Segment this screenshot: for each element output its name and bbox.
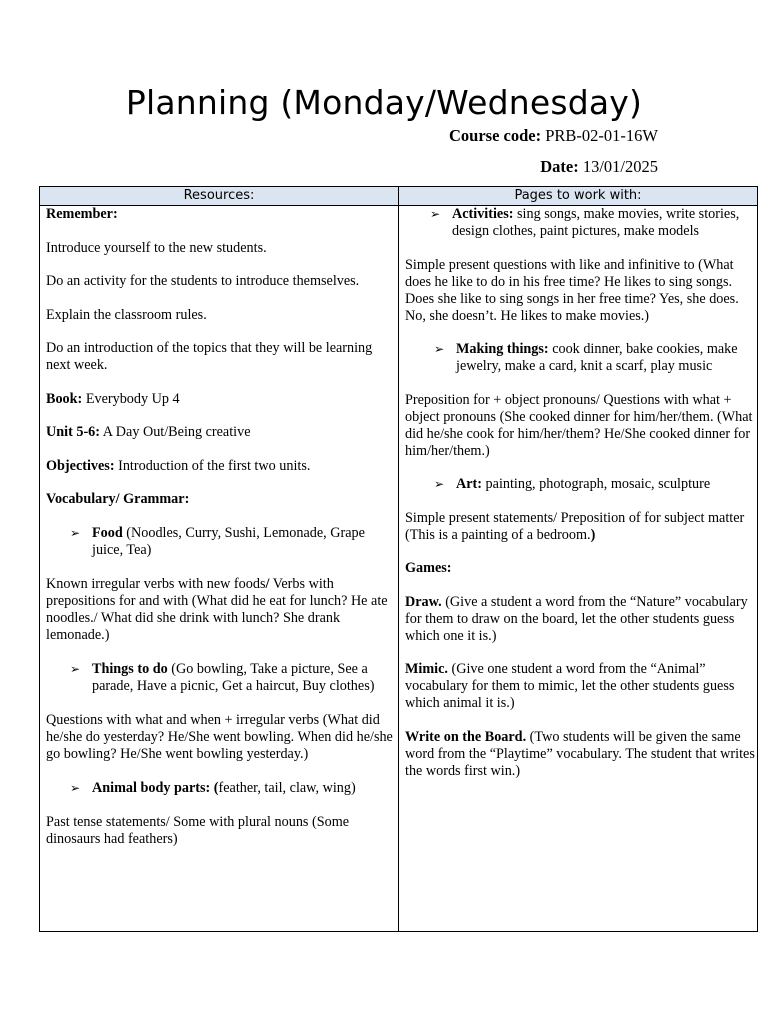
date-line <box>540 157 658 177</box>
course-code-value: PRB-02-01-16W <box>545 126 658 145</box>
text-intro-yourself: Introduce yourself to the new students. <box>46 239 267 256</box>
page-title: Planning (Monday/Wednesday) <box>125 83 643 122</box>
course-code-line <box>449 126 658 146</box>
planning-table <box>39 186 758 932</box>
text-irregular-verbs: Known irregular verbs with new foods/ Verbs with prepositions for and with (What did he eat for lunch? He ate noodles./ What did she drink with lunch? She drank lemonade.) <box>46 576 388 643</box>
bullet-food: ➢ Food (Noodles, Curry, Sushi, Lemonade, Grape juice, Tea) <box>70 525 365 558</box>
arrow-bullet-icon: ➢ <box>70 662 81 676</box>
text-like-infinitive: Simple present questions with like and infinitive to (What does he like to do in his free time? He likes to sing songs. Does she like to sing songs in her free time? Yes, she does. No, she doesn’t. He likes to make movies.) <box>405 256 739 324</box>
header-resources: Resources: <box>40 187 398 206</box>
header-pages: Pages to work with: <box>399 187 757 206</box>
objectives-line: Objectives: Introduction of the first two units. <box>46 457 311 474</box>
arrow-bullet-icon: ➢ <box>70 526 81 540</box>
game-mimic: Mimic. (Give one student a word from the “Animal” vocabulary for them to mimic, let the other students guess which animal it is.) <box>405 661 735 711</box>
book-line: Book: Everybody Up 4 <box>46 390 180 407</box>
arrow-bullet-icon: ➢ <box>70 781 81 795</box>
text-topics: Do an introduction of the topics that they will be learning next week. <box>46 340 373 373</box>
games-heading: Games: <box>405 560 452 576</box>
pages-column <box>405 206 755 780</box>
text-rules: Explain the classroom rules. <box>46 306 207 323</box>
date-value: 13/01/2025 <box>582 157 658 176</box>
bullet-art: ➢ Art: painting, photograph, mosaic, sculpture <box>434 476 711 492</box>
text-questions: Questions with what and when + irregular verbs (What did he/she do yesterday? He/She went bowling. When did he/she go bowling? He/She went bowling yesterday.) <box>46 712 393 762</box>
game-write-on-board: Write on the Board. (Two students will be given the same word from the “Playtime” vocabulary. The student that writes the words first win.) <box>405 728 755 779</box>
arrow-bullet-icon: ➢ <box>434 477 445 491</box>
column-divider <box>398 187 399 931</box>
arrow-bullet-icon: ➢ <box>434 342 445 356</box>
resources-column <box>46 206 394 848</box>
date-label: Date: <box>540 157 579 176</box>
bullet-things-to-do: ➢ Things to do (Go bowling, Take a picture, See a parade, Have a picnic, Get a haircut, Buy clothes) <box>70 661 375 694</box>
remember-heading: Remember: <box>46 206 118 222</box>
bullet-activities: ➢ Activities: sing songs, make movies, write stories, design clothes, paint pictures, make models <box>430 206 740 239</box>
text-activity: Do an activity for the students to introduce themselves. <box>46 273 360 289</box>
bullet-animal-body-parts: ➢ Animal body parts: (feather, tail, claw, wing) <box>70 780 356 796</box>
course-code-label: Course code: <box>449 126 542 145</box>
bullet-making-things: ➢ Making things: cook dinner, bake cookies, make jewelry, make a card, knit a scarf, play music <box>434 341 738 374</box>
unit-line: Unit 5-6: A Day Out/Being creative <box>46 424 251 440</box>
text-prepositions: Preposition for + object pronouns/ Questions with what + object pronouns (She cooked dinner for him/her/them. (What did he/she cook for him/her/them? He/She cooked dinner for him/her/them.) <box>405 391 753 459</box>
text-past-tense: Past tense statements/ Some with plural nouns (Some dinosaurs had feathers) <box>46 814 350 847</box>
vocabulary-heading: Vocabulary/ Grammar: <box>46 491 190 507</box>
arrow-bullet-icon: ➢ <box>430 207 441 221</box>
text-present-statements: Simple present statements/ Preposition of for subject matter (This is a painting of a bedroom.) <box>405 509 745 543</box>
game-draw: Draw. (Give a student a word from the “Nature” vocabulary for them to draw on the board, let the other students guess which one it is.) <box>405 593 748 644</box>
